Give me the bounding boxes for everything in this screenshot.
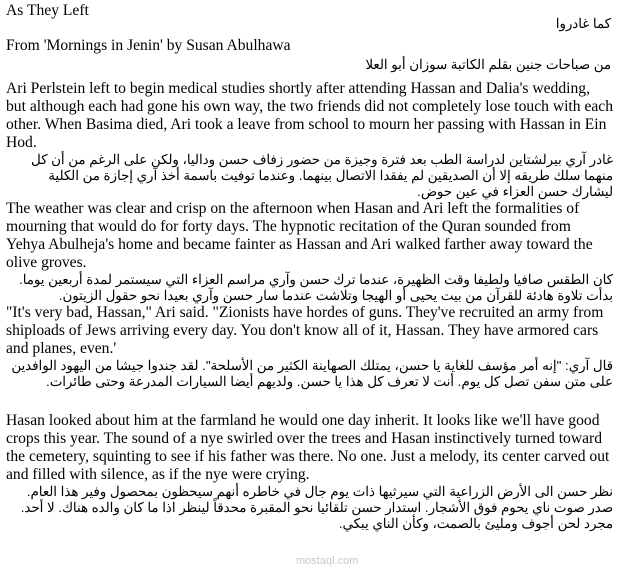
title-arabic: كما غادروا	[555, 16, 611, 31]
source-english: From 'Mornings in Jenin' by Susan Abulhawa	[6, 37, 291, 54]
title-english: As They Left	[6, 2, 89, 19]
paragraph-english: "It's very bad, Hassan," Ari said. "Zionists have hordes of guns. They've recruited an army from shiploads of Jews arriving every day. You don't know all of it, Hassan. They have armored cars and planes, even.'	[6, 304, 604, 357]
document-body	[6, 80, 613, 532]
paragraph-english: Ari Perlstein left to begin medical studies shortly after attending Hassan and Dalia's wedding, but although each had gone his own way, the two friends did not completely lose touch with each other. When Basima died, Ari took a leave from school to mourn her passing with Hassan in Ein Hod.	[6, 80, 613, 151]
watermark: mostaql.com	[296, 555, 359, 567]
paragraph-arabic: غادر آري بيرلشتاين لدراسة الطب بعد فترة وجيزة من حضور زفاف حسن وداليا، ولكن على الرغم من أن كل منهما سلك طريقه إلا أن الصديقين لم يفقدا الاتصال بينهما. وعندما توفيت باسمة أخذ آري إجازة من الكلية ليشارك حسن العزاء في عين حوض.	[31, 152, 613, 199]
paragraph-english: Hasan looked about him at the farmland he would one day inherit. It looks like we'll have good crops this year. The sound of a nye swirled over the trees and Hasan instinctively turned toward the cemetery, squinting to see if his father was there. No one. Just a melody, its center carved out and filled with silence, as if the nye were crying.	[6, 412, 610, 483]
paragraph-english: The weather was clear and crisp on the afternoon when Hasan and Ari left the formalities of mourning that would do for forty days. The hypnotic recitation of the Quran sounded from Yehya Abulheja's home and became fainter as Hassan and Ari walked farther away toward the olive groves.	[6, 200, 593, 271]
paragraph-arabic: قال آري: "إنه أمر مؤسف للغاية يا حسن، يمتلك الصهاينة الكثير من الأسلحة". لقد جندوا جيشا من اليهود الوافدين على متن سفن تصل كل يوم. أنت لا تعرف كل هذا يا حسن. ولديهم أيضا السيارات المدرعة وحتى طائرات.	[11, 358, 613, 389]
spacer	[6, 390, 613, 412]
paragraph-arabic: نظر حسن الى الأرض الزراعية التي سيرثيها ذات يوم جال في خاطره أنهم سيحظون بمحصول وفير هذا العام. صدر صوت ناي يحوم فوق الأشجار. استدار حسن تلقائيا نحو المقبرة محدقاً لينظر اذا ما كان والده هناك. لا أحد. مجرد لحن أجوف ومليئ بالصمت، وكأن الناي يبكي.	[20, 484, 613, 531]
paragraph-arabic: كان الطقس صافيا ولطيفا وقت الظهيرة، عندما ترك حسن وآري مراسم العزاء التي سيستمر لمدة أربعين يوما. بدأت تلاوة هادئة للقرآن من بيت يحيى أو الهيجا وتلاشت عندما سار حسن وآري بعيدا نحو حقول الزيتون.	[19, 272, 613, 303]
source-arabic: من صباحات جنين بقلم الكاتبة سوزان أبو العلا	[365, 57, 611, 72]
